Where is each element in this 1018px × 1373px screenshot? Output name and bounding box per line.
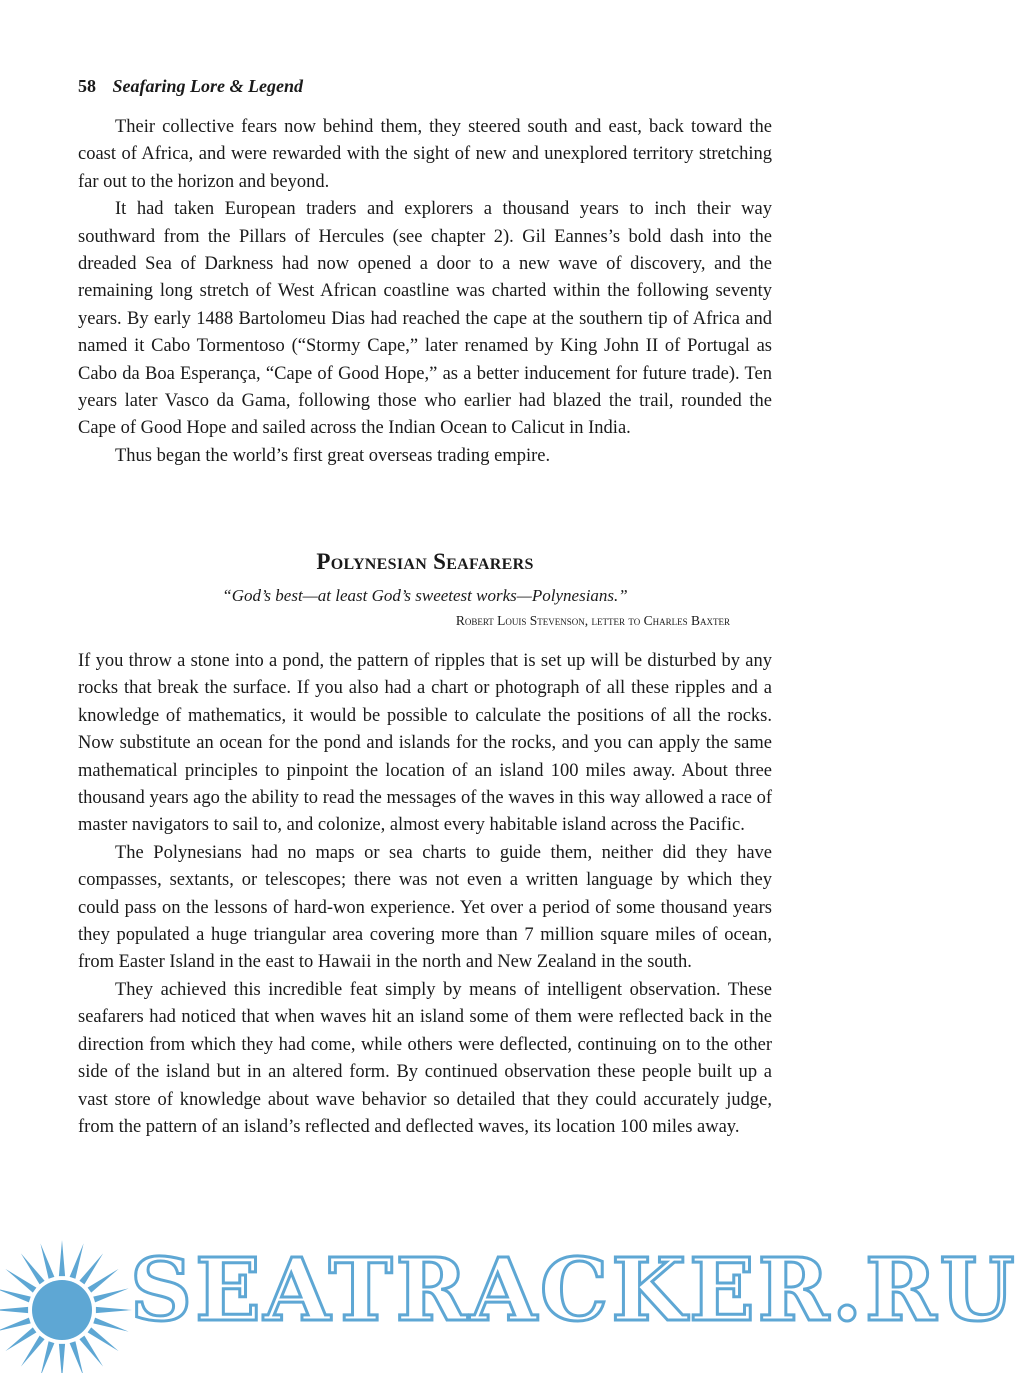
watermark-text: SEATRACKER.RU [130,1240,1018,1341]
paragraph: The Polynesians had no maps or sea charts to guide them, neither did they have compasses, sextants, or telescopes; there was not even a written language by which they could pass on the lessons of hard-won experience. Yet over a period of some thousand years they populated a huge triangular area covering more than 7 million square miles of ocean, from Easter Island in the east to Hawaii in the north and New Zealand in the south. [78,842,772,973]
paragraph: Their collective fears now behind them, they steered south and east, back toward the coast of Africa, and were rewarded with the sight of new and unexplored territory stretching far out to the horizon and beyond. [78,117,772,192]
sun-ray [70,1243,84,1278]
sun-ray [96,1307,132,1313]
epigraph: “God’s best—at least God’s sweetest works—Polynesians.” [222,586,628,605]
sun-ray [0,1307,28,1313]
section-title: Polynesian Seafarers [316,549,534,574]
sun-ray [70,1341,84,1373]
running-header [78,74,303,98]
sun-ray [79,1336,103,1367]
epigraph-attribution: Robert Louis Stevenson, letter to Charles Baxter [455,613,730,628]
top-text-block [78,114,772,470]
sun-ray [59,1240,65,1276]
paragraph: Thus began the world’s first great overseas trading empire. [115,445,551,466]
sun-ray [93,1318,128,1332]
sun-ray [5,1269,36,1293]
sun-ray [88,1327,119,1351]
paragraph: If you throw a stone into a pond, the pattern of ripples that is set up will be disturbed by any rocks that break the surface. If you also had a chart or photograph of all these ripples and a knowledge of mathematics, it would be possible to calculate the positions of all the rocks. Now substitute an ocean for the pond and islands for the rocks, and you can apply the same mathematical principles to pinpoint the location of an island 100 miles away. About three thousand years ago the ability to read the messages of the waves in this way allowed a race of master navigators to sail to, and colonize, almost every habitable island across the Pacific. [78,651,772,836]
sun-ray [93,1288,128,1302]
sun-ray [21,1253,45,1284]
section-text-block [78,648,772,1141]
paragraph: It had taken European traders and explorers a thousand years to inch their way southward from the Pillars of Hercules (see chapter 2). Gil Eannes’s bold dash into the dreaded Sea of Darkness had now opened a door to a new wave of discovery, and the remaining long stretch of West African coastline was charted within the following seventy years. By early 1488 Bartolomeu Dias had reached the cape at the southern tip of Africa and named it Cabo Tormentoso (“Stormy Cape,” later renamed by King John II of Portugal as Cabo da Boa Esperança, “Cape of Good Hope,” as a better inducement for future trade). Ten years later Vasco da Gama, following those who earlier had blazed the trail, rounded the Cape of Good Hope and sailed across the Indian Ocean to Calicut in India. [78,199,772,439]
sun-ray [5,1327,36,1351]
sun-ray [40,1341,54,1373]
sun-ray [21,1336,45,1367]
running-title: Seafaring Lore & Legend [112,76,303,96]
sun-ray [0,1318,31,1332]
sun-ray [0,1288,31,1302]
sun-ray [79,1253,103,1284]
page-number: 58 [78,76,96,96]
sun-ray [40,1243,54,1278]
sun-ray [88,1269,119,1293]
sun-ray [59,1344,65,1373]
paragraph: They achieved this incredible feat simply by means of intelligent observation. These seafarers had noticed that when waves hit an island some of them were reflected back in the direction from which they had come, while others were deflected, continuing on to the other side of the island but in an altered form. By continued observation these people built up a vast store of knowledge about wave behavior so detailed that they could accurately judge, from the pattern of an island’s reflected and deflected waves, its location 100 miles away. [78,979,772,1137]
